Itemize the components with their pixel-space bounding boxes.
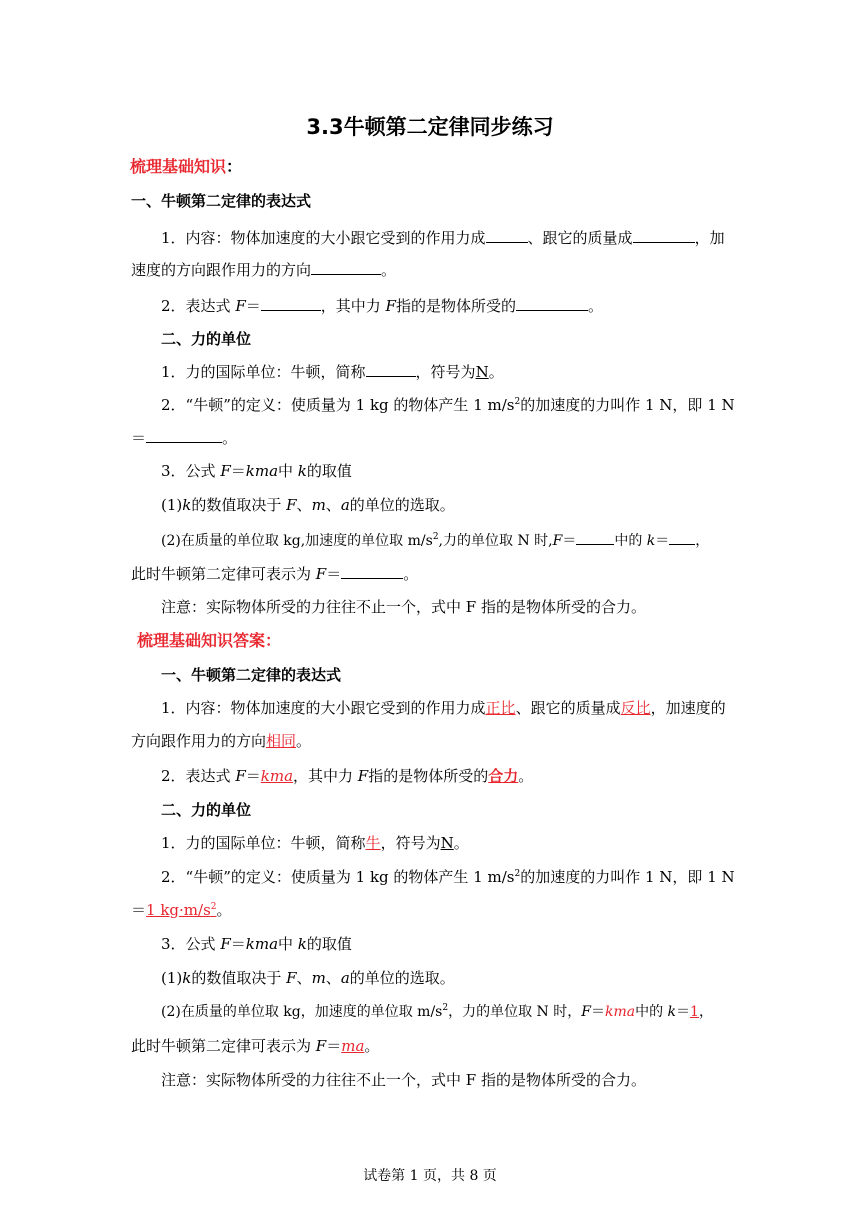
- answer-niu: 牛: [365, 834, 381, 852]
- q-formula-line: 3．公式 F＝kma中 k的取值: [161, 462, 352, 480]
- answer-k-one: 1: [690, 1004, 699, 1020]
- a-newton-def-line-2: ＝1 $kg\cdot m/s^2$。: [131, 901, 232, 919]
- blank-2[interactable]: [633, 226, 695, 243]
- q-content-line-2: 速度的方向跟作用力的方向 。: [131, 258, 396, 281]
- answer-ma: ma: [341, 1037, 365, 1055]
- a-k-line-2: (2)在质量的单位取 kg，加速度的单位取 $m/s^2$，力的单位取 N 时，F＝kma中的 k＝1，: [161, 1003, 713, 1020]
- heading-expression: 一、牛顿第二定律的表达式: [131, 192, 312, 210]
- a-k-line-1: (1)k的数值取决于 F、m、a的单位的选取。: [161, 969, 455, 987]
- q-newton-def-line: 2．“牛顿”的定义：使质量为 1 kg 的物体产生 1 $m/s^2$的加速度的力叫作 1 N，即 1 N: [161, 396, 735, 414]
- q-k-line-1: (1)k的数值取决于 F、m、a的单位的选取。: [161, 496, 455, 514]
- q-expression-line: 2．表达式 F＝ ，其中力 F指的是物体所受的 。: [161, 294, 603, 317]
- page-title: 3.3牛顿第二定律同步练习: [306, 115, 554, 139]
- a-note: 注意：实际物体所受的力往往不止一个，式中 F 指的是物体所受的合力。: [161, 1071, 646, 1089]
- blank-1[interactable]: [486, 226, 528, 243]
- answer-xiangtong: 相同: [266, 732, 297, 750]
- q-content-line: 1．内容：物体加速度的大小跟它受到的作用力成 、跟它的质量成 ，加: [161, 226, 725, 249]
- a-newton-def-line: 2．“牛顿”的定义：使质量为 1 kg 的物体产生 1 $m/s^2$的加速度的力叫作 1 N，即 1 N: [161, 868, 735, 886]
- answer-heli: 合力: [488, 767, 519, 785]
- section-heading-answers: 梳理基础知识答案：: [137, 631, 282, 650]
- answer-kma-2: kma: [604, 1004, 636, 1020]
- blank-4[interactable]: [261, 294, 321, 311]
- answer-fanbi: 反比: [620, 699, 651, 717]
- blank-3[interactable]: [311, 258, 381, 275]
- blank-6[interactable]: [366, 360, 416, 377]
- blank-9[interactable]: [669, 528, 695, 545]
- blank-7[interactable]: [146, 426, 222, 443]
- q-note: 注意：实际物体所受的力往往不止一个，式中 F 指的是物体所受的合力。: [161, 598, 646, 616]
- a-unit-line: 1．力的国际单位：牛顿，简称牛，符号为N。: [161, 834, 469, 852]
- answer-heading-expression: 一、牛顿第二定律的表达式: [161, 666, 342, 684]
- a-k-line-3: 此时牛顿第二定律可表示为 F＝ma。: [131, 1037, 380, 1055]
- answer-zhengbi: 正比: [485, 699, 516, 717]
- a-formula-line: 3．公式 F＝kma中 k的取值: [161, 935, 352, 953]
- blank-8[interactable]: [576, 528, 614, 545]
- blank-10[interactable]: [341, 562, 403, 579]
- answer-heading-unit: 二、力的单位: [161, 801, 252, 819]
- section-heading-basics: 梳理基础知识：: [130, 157, 243, 176]
- answer-kma: kma: [260, 767, 294, 785]
- a-content-line: 1．内容：物体加速度的大小跟它受到的作用力成正比、跟它的质量成反比，加速度的: [161, 699, 726, 717]
- q-unit-line: 1．力的国际单位：牛顿，简称 ，符号为N。: [161, 360, 504, 383]
- q-newton-def-line-2: ＝ 。: [131, 426, 237, 449]
- page-footer: 试卷第 1 页，共 8 页: [363, 1168, 497, 1184]
- q-k-line-2: (2)在质量的单位取 kg,加速度的单位取 $m/s^2$,力的单位取 N 时,F＝ 中的 k＝ ，: [161, 528, 709, 552]
- blank-5[interactable]: [516, 294, 588, 311]
- q-k-line-3: 此时牛顿第二定律可表示为 F＝ 。: [131, 562, 418, 585]
- a-expression-line: 2．表达式 F＝kma，其中力 F指的是物体所受的合力。: [161, 767, 534, 785]
- heading-unit: 二、力的单位: [161, 330, 252, 348]
- answer-unit: 1 $kg\cdot m/s^2$: [146, 901, 217, 919]
- a-content-line-2: 方向跟作用力的方向相同。: [131, 732, 312, 750]
